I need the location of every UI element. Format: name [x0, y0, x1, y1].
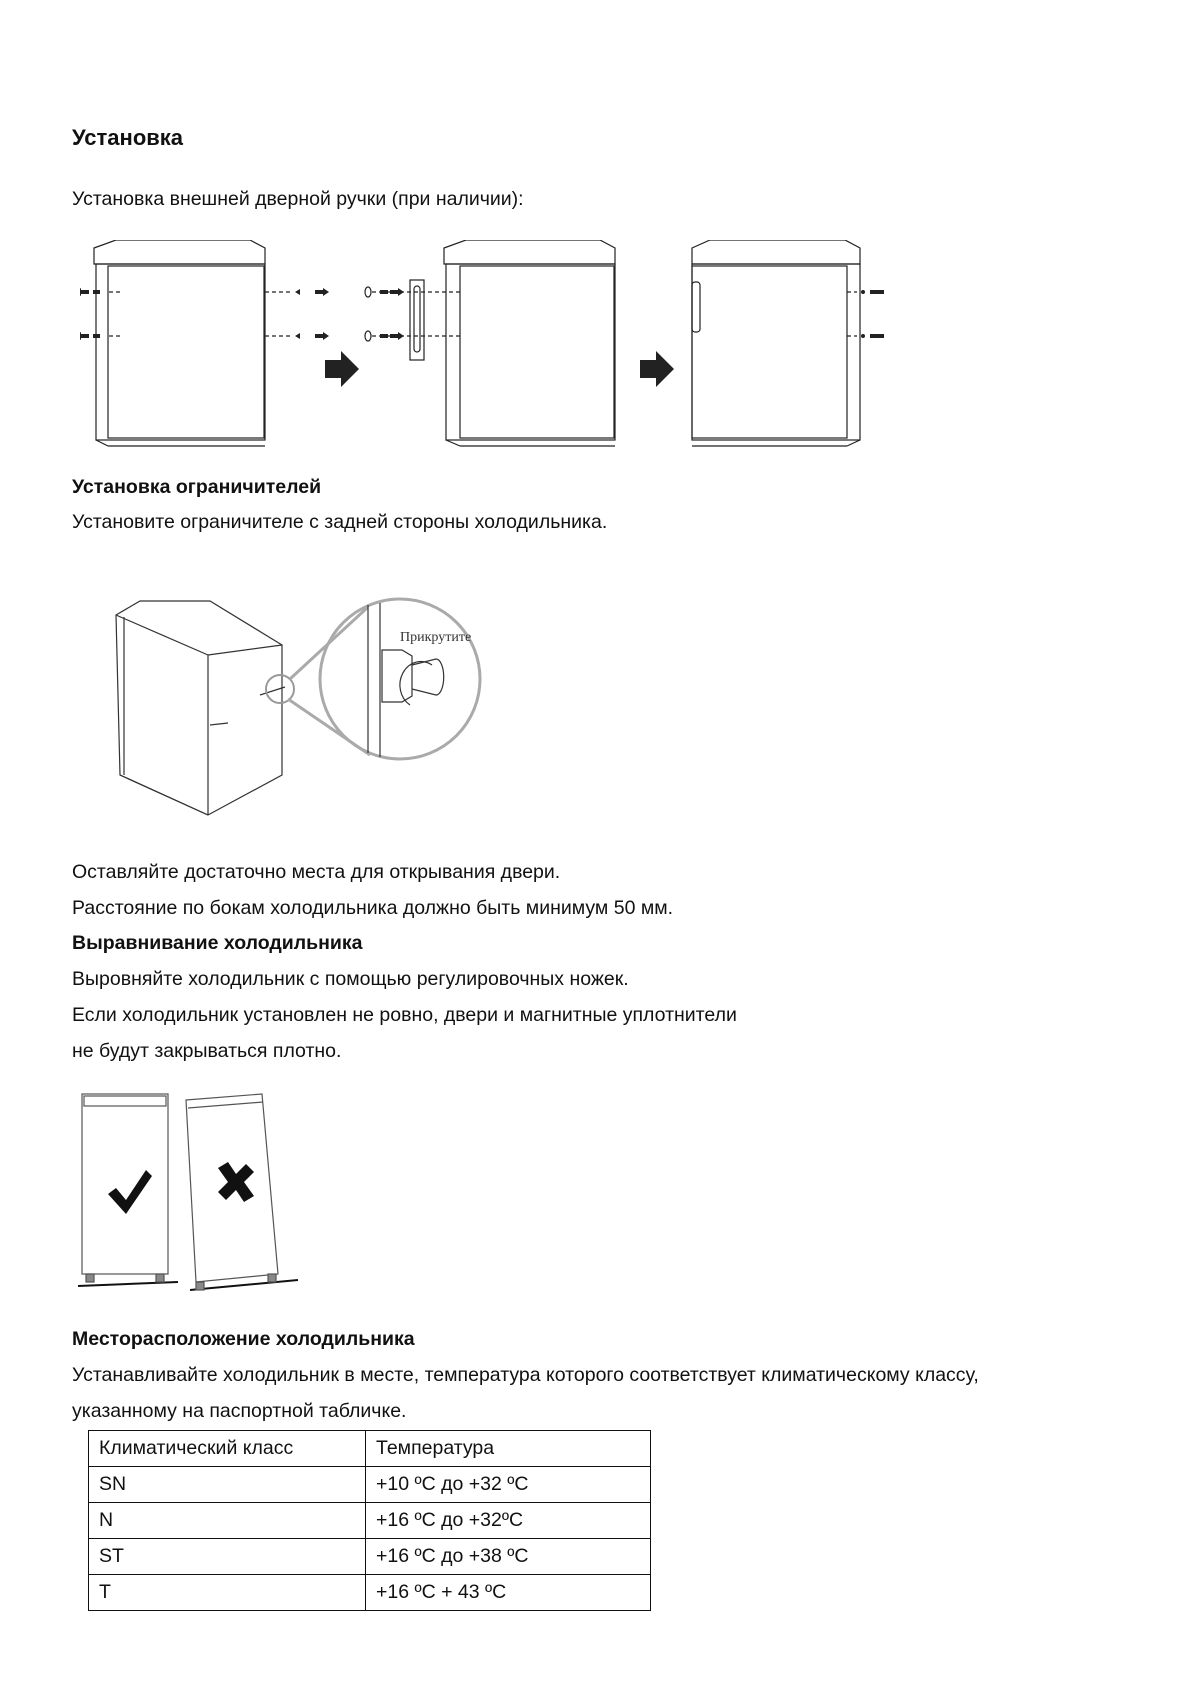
screw-in-label: Прикрутите [400, 630, 472, 645]
table-row [89, 1539, 651, 1575]
cell-class: T [89, 1575, 366, 1611]
cell-temperature: +16 ºC до +32ºC [366, 1503, 651, 1539]
climate-class-table [88, 1430, 651, 1611]
stoppers-text: Установите ограничителе с задней стороны холодильника. [72, 511, 608, 533]
fridge-level-wrong-icon [186, 1094, 298, 1290]
leveling-line-1: Выровняйте холодильник с помощью регулировочных ножек. [72, 968, 629, 990]
space-line-2: Расстояние по бокам холодильника должно быть минимум 50 мм. [72, 897, 674, 919]
table-row [89, 1467, 651, 1503]
leveling-heading: Выравнивание холодильника [72, 932, 363, 954]
handle-install-label: Установка внешней дверной ручки (при наличии): [72, 188, 524, 210]
table-row [89, 1503, 651, 1539]
leveling-line-2: Если холодильник установлен не ровно, двери и магнитные уплотнители [72, 1004, 737, 1026]
cell-temperature: +16 ºC до +38 ºC [366, 1539, 651, 1575]
fridge-handle-attach-icon [365, 240, 674, 446]
cell-class: N [89, 1503, 366, 1539]
leveling-diagram [78, 1090, 338, 1300]
fridge-before-icon [80, 240, 359, 446]
header-climate-class: Климатический класс [89, 1431, 366, 1467]
leveling-line-3: не будут закрываться плотно. [72, 1040, 342, 1062]
location-heading: Месторасположение холодильника [72, 1328, 415, 1350]
fridge-level-correct-icon [78, 1094, 178, 1286]
cell-class: SN [89, 1467, 366, 1503]
cell-temperature: +16 ºC + 43 ºC [366, 1575, 651, 1611]
table-header-row [89, 1431, 651, 1467]
cell-class: ST [89, 1539, 366, 1575]
fridge-handle-installed-icon [692, 240, 884, 446]
stoppers-heading: Установка ограничителей [72, 476, 322, 498]
cell-temperature: +10 ºC до +32 ºC [366, 1467, 651, 1503]
cross-icon [218, 1162, 254, 1202]
location-line-1: Устанавливайте холодильник в месте, температура которого соответствует климатическому классу, [72, 1364, 979, 1386]
page-title: Установка [72, 125, 184, 150]
check-icon [108, 1170, 152, 1214]
space-line-1: Оставляйте достаточно места для открывания двери. [72, 861, 561, 883]
header-temperature: Температура [366, 1431, 651, 1467]
location-line-2: указанному на паспортной табличке. [72, 1400, 407, 1422]
table-row [89, 1575, 651, 1611]
handle-install-diagram [80, 240, 900, 450]
stoppers-diagram [110, 595, 530, 820]
